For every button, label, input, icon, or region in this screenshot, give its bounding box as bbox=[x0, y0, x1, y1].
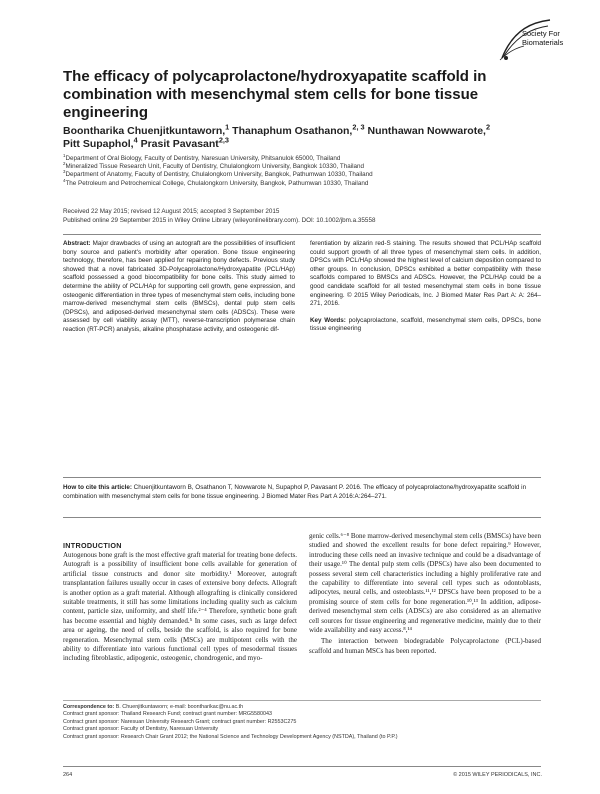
keywords-label: Key Words: bbox=[310, 316, 346, 324]
author-2-affil: 2, 3 bbox=[352, 122, 365, 132]
grant-line: Contract grant sponsor: Naresuan University Research Grant; contract grant number: R2553C275 bbox=[63, 718, 297, 725]
abstract-column-1 bbox=[63, 240, 295, 335]
keywords bbox=[310, 317, 541, 334]
author-3: Nunthawan Nowwarote, bbox=[364, 125, 486, 137]
affiliations bbox=[63, 152, 543, 188]
intro-paragraph-2a: genic cells.⁶⁻⁸ Bone marrow-derived mesenchymal stem cells (BMSCs) have been studied and showed the excellent results for bone defect repairing.⁹ However, introducing these cells need an invasive technique and could be a disadvantage of their usage.¹⁰ The dental pulp stem cells (DPSCs) have also been documented to possess several stem cell characteristics including a highly proliferative rate and the capability to differentiate into several cell types such as odontoblasts, adipocytes, neural cells, and osteoblasts.¹¹,¹² DPSCs have been proposed to be a promising source of stem cells for bone regeneration.¹⁰,¹³ In addition, adipose-derived mesenchymal stem cells (ADSCs) are also considered as an alternative cell sources for tissue engineering and regenerative medicine, mainly due to their wide availability and easy access.⁸,¹⁴ bbox=[309, 532, 541, 635]
affiliation: $^1$Department of Oral Biology, Faculty of Dentistry, Naresuan University, Phitsanulok 65000, Thailand bbox=[63, 152, 341, 162]
introduction-heading: INTRODUCTION bbox=[63, 541, 122, 550]
divider bbox=[63, 234, 541, 235]
intro-paragraph-2b: The interaction between biodegradable Polycaprolactone (PCL)-based scaffold and human MSCs has been reported. bbox=[309, 637, 541, 655]
divider bbox=[63, 477, 541, 478]
received-dates: Received 22 May 2015; revised 12 August 2015; accepted 3 September 2015 bbox=[63, 208, 280, 215]
affiliation: $^2$Mineralized Tissue Research Unit, Faculty of Dentistry, Chulalongkorn University, Bangkok 10330, Thailand bbox=[63, 161, 364, 171]
abstract-column-2 bbox=[310, 240, 541, 334]
author-4: Pitt Supaphol, bbox=[63, 138, 134, 150]
correspondence bbox=[63, 704, 541, 741]
logo-line-2: Biomaterials bbox=[522, 37, 564, 47]
publication-dates bbox=[63, 208, 543, 225]
affiliation: $^3$Department of Anatomy, Faculty of Dentistry, Chulalongkorn University, Bangkok, Pathumwan 10330, Thailand bbox=[63, 169, 373, 179]
intro-column-1: Autogenous bone graft is the most effective graft material for treating bone defects. Autograft is a possibility of insufficient bone cells available for generation of artificial tissue constructs and donor site morbidity.¹ Moreover, autograft transplantation failures usually occur in cases of extensive bony defects. Allograft is another option as a graft material. Although allografting is clinically considered suitable treatments, it still has some limitations including quality such as calcium content, particle size, uniformity, and shelf life.²⁻⁴ Therefore, synthetic bone graft has become essential and highly demanded.⁵ In some cases, such as large defect area or ageing, the need of cells, beside the scaffold, is also required for bone regeneration. Mesenchymal stem cells (MSCs) are multipotent cells with the ability to differentiate into various functional cell types of mesodermal tissues including fibroblastic, adipogenic, osteogenic, chondrogenic, and myo- bbox=[63, 551, 297, 663]
divider bbox=[63, 700, 541, 701]
article-title: The efficacy of polycaprolactone/hydroxyapatite scaffold in combination with mesenchymal stem cells for bone tissue engineering bbox=[63, 68, 487, 121]
cite-label: How to cite this article: bbox=[63, 484, 132, 491]
cite-text: Chuenjitkuntaworn B, Osathanon T, Nowwarote N, Supaphol P, Pavasant P. 2016. The efficacy of polycaprolactone/hydroxyapatite scaffold in combination with mesenchymal stem cells for bone tissue engineering. J Biomed Mater Res Part A 2016:A:264–271. bbox=[63, 484, 527, 500]
author-5: Prasit Pavasant bbox=[137, 138, 219, 150]
divider bbox=[63, 517, 541, 518]
grant-line: Contract grant sponsor: Research Chair Grant 2012; the National Science and Technology Development Agency (NSTDA), Thailand (to P.P.) bbox=[63, 733, 398, 740]
grant-line: Contract grant sponsor: Faculty of Dentistry, Naresuan University bbox=[63, 726, 219, 733]
correspondence-line: Correspondence to: B. Chuenjitkuntaworn; e-mail: boontharikac@nu.ac.th bbox=[63, 704, 244, 710]
grant-line: Contract grant sponsor: Thailand Research Fund; contract grant number: MRG5580043 bbox=[63, 711, 273, 718]
abstract-text-1: Major drawbacks of using an autograft are the possibilities of insufficient bony source and patient's morbidity after operation. Bone tissue engineering technology, therefore, has been applied for repairing bony defects. Previous study showed that a novel fabricated 3D-Polycaprolactone/Hydroxyapatite (PCL/HAp) scaffold possessed a good biocompatibility for bone cells. This study aimed to determine the ability of PCL/HAp for supporting cell growth, gene expression, and osteogenic differentiation in three types of mesenchymal stem cells, including bone marrow-derived mesenchymal stem cells (BMSCs), dental pulp stem cells (DPSCs), and adiposed-derived mesenchymal stem cells (ADSCs). These were assessed by cell viability assay (MTT), reverse-transcription polymerase chain reaction (RT-PCR) analysis, alkaline phosphatase activity, and osteogenic dif- bbox=[63, 240, 295, 333]
keywords-text: polycaprolactone, scaffold, mesenchymal stem cells, DPSCs, bone tissue engineering bbox=[310, 316, 541, 333]
copyright: © 2015 WILEY PERIODICALS, INC. bbox=[453, 772, 542, 778]
page-number: 264 bbox=[63, 772, 73, 778]
affiliation: $^4$The Petroleum and Petrochemical College, Chulalongkorn University, Bangkok, Pathumwan 10330, Thailand bbox=[63, 177, 369, 187]
author-4-affil: 4 bbox=[133, 135, 138, 145]
published-online: Published online 29 September 2015 in Wiley Online Library (wileyonlinelibrary.com). DOI: 10.1002/jbm.a.35558 bbox=[63, 216, 376, 224]
divider bbox=[63, 766, 541, 767]
intro-column-2 bbox=[309, 532, 541, 656]
how-to-cite bbox=[63, 484, 541, 501]
author-list bbox=[63, 122, 533, 151]
logo-line-1: Society For bbox=[522, 29, 560, 38]
abstract-text-2: ferentiation by alizarin red-S staining. The results showed that PCL/HAp scaffold could support growth of all three types of mesenchymal stem cells. In addition, DPSCs with PCL/HAp showed the highest level of calcium deposition compared to other groups. In conclusion, DPSCs exhibited a better compatibility with these scaffolds compared to BMSCs and ADSCs. However, the PCL/HAp could be a good candidate scaffold for all tested mesenchymal stem cells in bone tissue engineering. © 2015 Wiley Periodicals, Inc. J Biomed Mater Res Part A: A: 264–271, 2016. bbox=[310, 240, 541, 308]
logo-text bbox=[522, 30, 574, 47]
author-5-affil: 2,3 bbox=[218, 135, 230, 145]
author-3-affil: 2 bbox=[485, 122, 491, 132]
author-1: Boontharika Chuenjitkuntaworn, bbox=[63, 125, 226, 137]
author-1-affil: 1 bbox=[225, 122, 230, 132]
author-2: Thanaphum Osathanon, bbox=[229, 125, 353, 137]
abstract-label: Abstract: bbox=[63, 240, 91, 247]
